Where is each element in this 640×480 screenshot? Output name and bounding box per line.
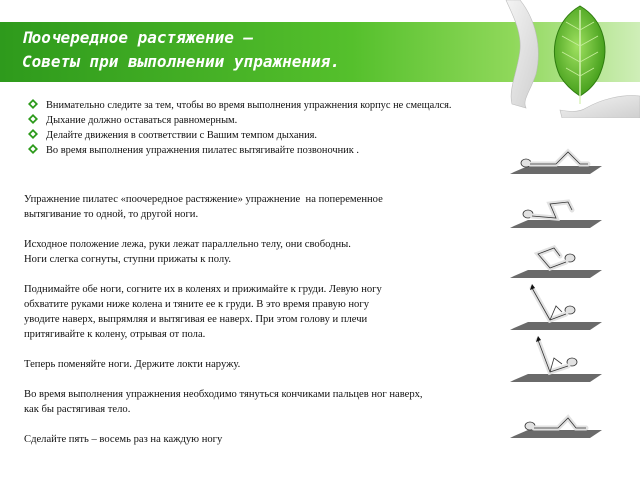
exercise-description — [24, 192, 504, 462]
tip-item: Внимательно следите за тем, чтобы во время выполнения упражнения корпус не смещался. — [28, 98, 452, 113]
exercise-figure-rest — [510, 412, 602, 444]
paragraph-stretch: Во время выполнения упражнения необходимо тянуться кончиками пальцев ног наверх, как бы растягивая тело. — [24, 389, 423, 415]
diamond-bullet-icon — [28, 144, 38, 154]
hands-holding-leaf-image — [500, 0, 640, 118]
exercise-figure-curl — [510, 244, 602, 284]
tip-item: Во время выполнения упражнения пилатес вытягивайте позвоночник . — [28, 143, 452, 158]
exercise-figure-start — [510, 146, 602, 180]
exercise-figure-leg-switch — [510, 336, 602, 388]
tip-item: Делайте движения в соответствии с Вашим темпом дыхания. — [28, 128, 452, 143]
diamond-bullet-icon — [28, 129, 38, 139]
page-title: Поочередное растяжение – Советы при выполнении упражнения. — [22, 28, 340, 71]
tips-list — [28, 98, 452, 158]
exercise-figure-knees-to-chest — [510, 196, 602, 234]
paragraph-intro: Упражнение пилатес «поочередное растяжение» упражнение на попеременное вытягивание то одной, то другой ноги. — [24, 194, 383, 220]
paragraph-start-position: Исходное положение лежа, руки лежат параллельно телу, они свободны. Ноги слегка согнуты, ступни прижаты к полу. — [24, 239, 351, 265]
diamond-bullet-icon — [28, 114, 38, 124]
paragraph-switch-legs: Теперь поменяйте ноги. Держите локти наружу. — [24, 359, 241, 370]
exercise-figure-leg-extend — [510, 282, 602, 336]
paragraph-repetitions: Сделайте пять – восемь раз на каждую ногу — [24, 434, 223, 445]
diamond-bullet-icon — [28, 99, 38, 109]
paragraph-movement: Поднимайте обе ноги, согните их в коленях и прижимайте к груди. Левую ногу обхватите руками ниже колена и тяните ее к груди. В это время правую ногу уводите наверх, выпрямляя и вытягивая ее наверх. При этом голову и плечи притягивайте к колену, отрывая от пола. — [24, 284, 382, 340]
tip-item: Дыхание должно оставаться равномерным. — [28, 113, 452, 128]
